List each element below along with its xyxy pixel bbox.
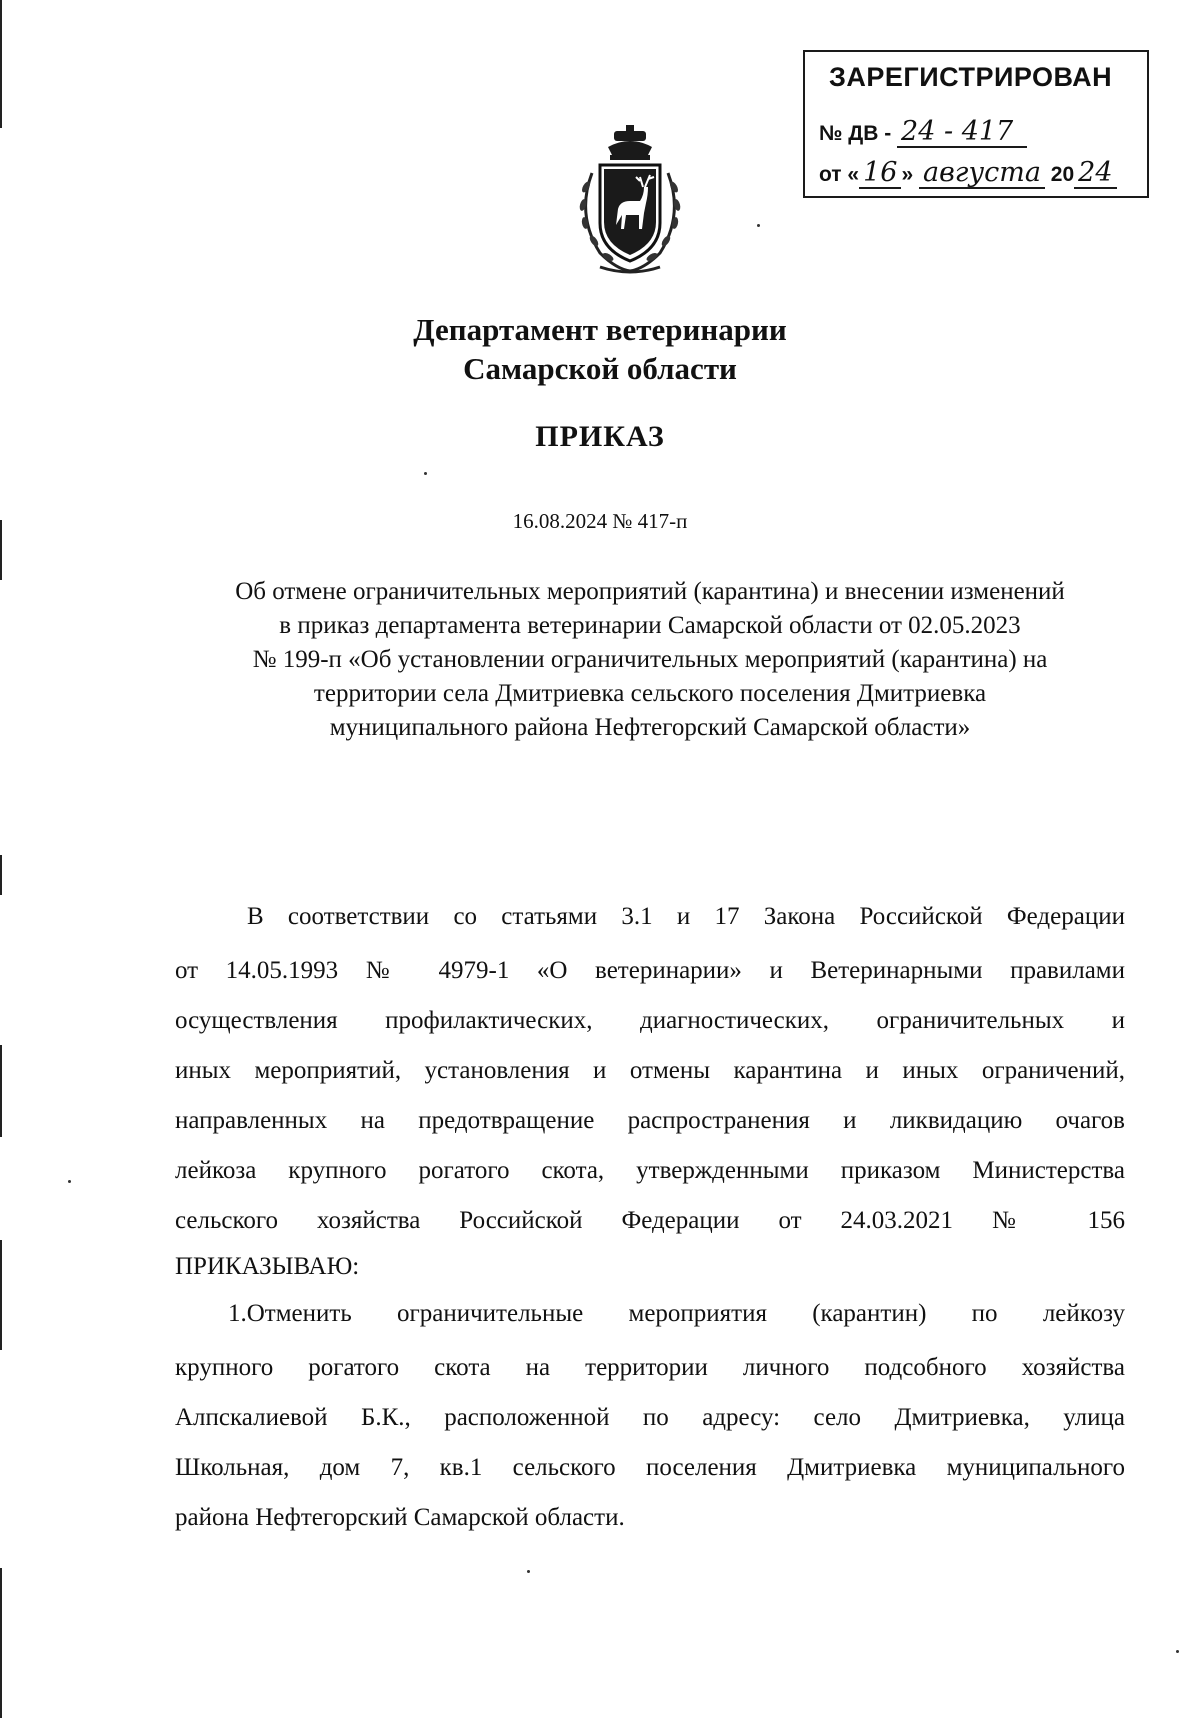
scan-speck <box>527 1570 530 1573</box>
body-line: В соответствии со статьями 3.1 и 17 Закона Российской Федерации <box>247 903 1125 930</box>
stamp-number-handwritten: 24 - 417 <box>897 118 1027 148</box>
stamp-number-prefix: № ДВ - <box>819 122 892 145</box>
scan-edge-mark <box>0 1045 2 1137</box>
stamp-year-prefix: 20 <box>1050 163 1075 186</box>
department-name-line2: Самарской области <box>463 351 737 386</box>
stamp-year-handwritten: 24 <box>1074 159 1116 189</box>
stamp-date-prefix: от « <box>819 163 860 186</box>
document-type-title: ПРИКАЗ <box>535 420 665 453</box>
body-line: сельского хозяйства Российской Федерации от 24.03.2021 № 156 <box>175 1207 1125 1234</box>
body-line-order-word: ПРИКАЗЫВАЮ: <box>175 1253 360 1280</box>
stamp-date-line <box>819 159 1117 189</box>
stamp-date-mid: » <box>901 163 914 186</box>
body-line: района Нефтегорский Самарской области. <box>175 1504 625 1531</box>
scan-speck <box>424 472 427 475</box>
body-line: 1.Отменить ограничительные мероприятия (карантин) по лейкозу <box>228 1300 1125 1327</box>
scan-speck <box>757 224 760 227</box>
body-line: направленных на предотвращение распространения и ликвидацию очагов <box>175 1107 1125 1134</box>
department-name-line1: Департамент ветеринарии <box>413 312 787 347</box>
samara-coat-of-arms-icon <box>570 125 690 277</box>
scan-speck <box>68 1180 71 1183</box>
body-line: от 14.05.1993 № 4979-1 «О ветеринарии» и Ветеринарными правилами <box>175 957 1125 984</box>
order-date-number: 16.08.2024 № 417-п <box>512 509 688 533</box>
subject-line: Об отмене ограничительных мероприятий (карантина) и внесении изменений <box>235 578 1065 605</box>
stamp-day-handwritten: 16 <box>859 159 901 189</box>
order-subject <box>170 575 1130 745</box>
scan-edge-mark <box>0 1240 2 1350</box>
stamp-number-line <box>819 118 1027 148</box>
scan-edge-mark <box>0 0 2 128</box>
stamp-title: ЗАРЕГИСТРИРОВАН <box>829 62 1113 92</box>
subject-line: муниципального района Нефтегорский Самарской области» <box>329 714 971 741</box>
stamp-month-handwritten: августа <box>919 159 1045 189</box>
subject-line: в приказ департамента ветеринарии Самарской области от 02.05.2023 <box>279 612 1021 639</box>
registration-stamp <box>803 50 1149 198</box>
subject-line: № 199-п «Об установлении ограничительных мероприятий (карантина) на <box>252 646 1048 673</box>
subject-line: территории села Дмитриевка сельского поселения Дмитриевка <box>313 680 987 707</box>
body-line: лейкоза крупного рогатого скота, утвержденными приказом Министерства <box>175 1157 1125 1184</box>
body-line: осуществления профилактических, диагностических, ограничительных и <box>175 1007 1125 1034</box>
scan-speck <box>1176 1650 1179 1653</box>
body-line: иных мероприятий, установления и отмены карантина и иных ограничений, <box>175 1057 1125 1084</box>
body-line: Алпскалиевой Б.К., расположенной по адресу: село Дмитриевка, улица <box>175 1404 1125 1431</box>
body-line: Школьная, дом 7, кв.1 сельского поселения Дмитриевка муниципального <box>175 1454 1125 1481</box>
scan-edge-mark <box>0 1568 2 1718</box>
body-line: крупного рогатого скота на территории личного подсобного хозяйства <box>175 1354 1125 1381</box>
scan-edge-mark <box>0 855 2 895</box>
